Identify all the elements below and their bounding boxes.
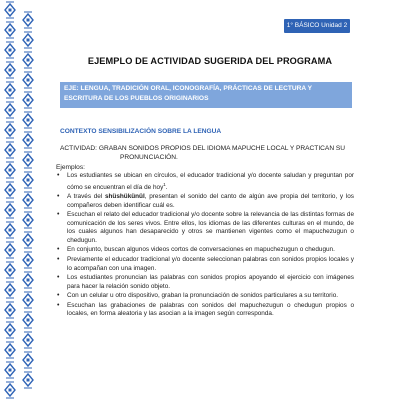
- list-item: [56, 274, 354, 291]
- mapuche-motif-icon: [23, 12, 33, 28]
- item-text-tail: , presentan el sonido del canto de algún ave propia del territorio, y los compañeros deben identificar cuál es.: [67, 193, 355, 209]
- item-text: Los estudiantes se ubican en círculos, el educador tradicional y/o docente saludan y preguntan por cómo se encuentran el día de hoy: [67, 172, 354, 191]
- mapuche-motif-icon: [5, 382, 15, 398]
- mapuche-motif-icon: [23, 332, 33, 348]
- mapuche-motif-icon: [23, 112, 33, 128]
- examples-label: Ejemplos:: [56, 164, 85, 171]
- examples-list: [56, 172, 354, 320]
- item-text: Los estudiantes pronuncian las palabras con sonidos propios apoyando el ejercicio con imágenes para hacer la relación sonido objeto.: [67, 274, 354, 290]
- mapuche-motif-icon: [23, 32, 33, 48]
- activity-heading: [60, 145, 352, 162]
- mapuche-motif-icon: [5, 102, 15, 118]
- mapuche-motif-icon: [5, 262, 15, 278]
- item-text: A través del: [67, 193, 105, 201]
- footnote-marker[interactable]: 1: [163, 181, 166, 187]
- mapuche-motif-icon: [5, 82, 15, 98]
- mapuche-motif-icon: [23, 312, 33, 328]
- decorative-border: [0, 0, 40, 400]
- eje-text: EJE: LENGUA, TRADICIÓN ORAL, ICONOGRAFÍA, PRÁCTICAS DE LECTURA Y ESCRITURA DE LOS PUEBLOS ORIGINARIOS: [64, 85, 312, 102]
- mapuche-motif-icon: [5, 122, 15, 138]
- mapuche-motif-icon: [5, 162, 15, 178]
- mapuche-motif-icon: [23, 232, 33, 248]
- eje-banner: [60, 82, 352, 108]
- mapuche-motif-icon: [23, 272, 33, 288]
- mapuche-motif-icon: [23, 192, 33, 208]
- list-item: [56, 172, 354, 192]
- mapuche-motif-icon: [5, 62, 15, 78]
- mapuche-motif-icon: [23, 252, 33, 268]
- mapuche-motif-icon: [23, 292, 33, 308]
- list-item: [56, 292, 354, 301]
- mapuche-motif-icon: [5, 342, 15, 358]
- list-item: [56, 246, 354, 255]
- mapuche-motif-icon: [5, 22, 15, 38]
- mapuche-motif-icon: [23, 132, 33, 148]
- list-item: [56, 256, 354, 273]
- mapuche-motif-icon: [5, 322, 15, 338]
- list-item: [56, 193, 354, 210]
- item-bold-term: shüshükünül: [104, 193, 145, 201]
- mapuche-motif-icon: [23, 212, 33, 228]
- activity-line-2: PRONUNCIACIÓN.: [120, 153, 178, 161]
- mapuche-motif-icon: [0, 0, 40, 400]
- grade-unit-badge: 1° BÁSICO Unidad 2: [284, 19, 350, 33]
- mapuche-motif-icon: [5, 2, 15, 18]
- mapuche-motif-icon: [23, 372, 33, 388]
- mapuche-motif-icon: [23, 172, 33, 188]
- mapuche-motif-icon: [5, 222, 15, 238]
- list-item: [56, 302, 354, 319]
- mapuche-motif-icon: [23, 52, 33, 68]
- mapuche-motif-icon: [5, 202, 15, 218]
- list-item: [56, 211, 354, 245]
- item-text: Con un celular u otro dispositivo, graban la pronunciación de sonidos particulares a su territorio.: [67, 292, 339, 300]
- mapuche-motif-icon: [5, 282, 15, 298]
- mapuche-motif-icon: [5, 42, 15, 58]
- mapuche-motif-icon: [5, 302, 15, 318]
- section-title: CONTEXTO SENSIBILIZACIÓN SOBRE LA LENGUA: [60, 128, 222, 135]
- item-text: Previamente el educador tradicional y/o docente seleccionan palabras con sonidos propios locales y lo acompañan con una imagen.: [67, 256, 354, 272]
- page-title: EJEMPLO DE ACTIVIDAD SUGERIDA DEL PROGRAMA: [87, 56, 333, 66]
- mapuche-motif-icon: [23, 92, 33, 108]
- item-text: Escuchan las grabaciones de palabras con sonidos del mapuchezugun o chedugun propios o locales, en forma aleatoria y las asocian a la imagen según corresponda.: [67, 301, 354, 318]
- item-text-end: .: [165, 183, 168, 191]
- mapuche-motif-icon: [5, 362, 15, 378]
- mapuche-motif-icon: [23, 352, 33, 368]
- mapuche-motif-icon: [23, 72, 33, 88]
- mapuche-motif-icon: [5, 242, 15, 258]
- mapuche-motif-icon: [23, 152, 33, 168]
- item-text: En conjunto, buscan algunos videos cortos de conversaciones en mapuchezugun o chedugun.: [67, 246, 335, 254]
- mapuche-motif-icon: [5, 142, 15, 158]
- item-text: Escuchan el relato del educador tradicional y/o docente sobre la relevancia de las distintas formas de comunicación de los seres vivos. Entre ellos, los idiomas de las diferentes culturas en el mundo, de los cuales algunos han desaparecido y otros se mantienen vigentes como el mapuchezugun o chedugun.: [67, 211, 354, 244]
- mapuche-motif-icon: [5, 182, 15, 198]
- activity-label: ACTIVIDAD:: [60, 145, 98, 152]
- activity-line-1: GRABAN SONIDOS PROPIOS DEL IDIOMA MAPUCHE LOCAL Y PRACTICAN SU: [97, 145, 346, 152]
